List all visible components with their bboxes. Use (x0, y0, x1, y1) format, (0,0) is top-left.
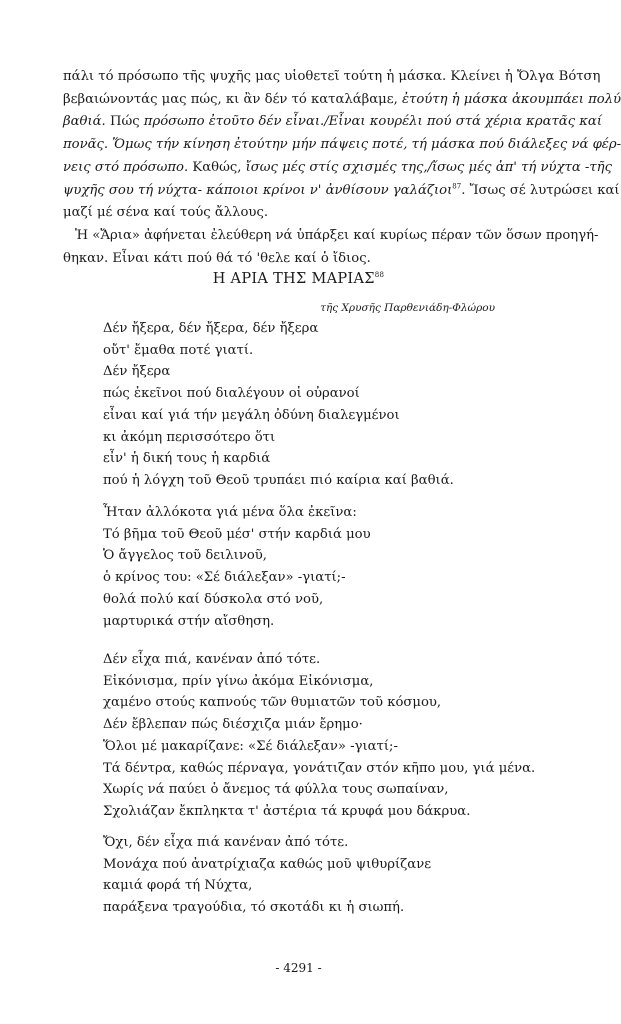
intro-text-run: ψυχῆς σου τή νύχτα- κάποιοι κρίνοι ν' ἀνθίσουν γαλάζιοι (63, 182, 453, 198)
poem-author: τῆς Χρυσῆς Παρθενιάδη-Φλώρου (320, 302, 495, 314)
poem-line: Χωρίς νά παύει ὁ ἄνεμος τά φύλλα τους σωπαίναν, (103, 782, 449, 798)
poem-line: Τά δέντρα, καθώς πέρναγα, γονάτιζαν στόν κῆπο μου, γιά μένα. (103, 760, 536, 776)
poem-line: πώς ἐκεῖνοι πού διαλέγουν οἱ οὐρανοί (103, 386, 360, 402)
page-number: - 4291 - (275, 961, 322, 975)
footnote-marker: 88 (374, 271, 385, 280)
intro-text-run: Καθώς, (192, 159, 246, 175)
intro-line (63, 202, 541, 225)
poem-line: εἶναι καί γιά τήν μεγάλη ὀδύνη διαλεγμένοι (103, 407, 400, 423)
poem-title (0, 271, 597, 287)
poem-line: οὔτ' ἔμαθα ποτέ γιατί. (103, 342, 254, 358)
poem-line: θολά πολύ καί δύσκολα στό νοῦ, (103, 591, 324, 607)
intro-line (63, 180, 620, 203)
poem-line: Δέν ἔβλεπαν πώς διέσχιζα μιάν ἔρημο· (103, 717, 363, 733)
intro-line (63, 248, 541, 271)
intro-line (63, 111, 602, 134)
poem-line: κι ἀκόμη περισσότερο ὅτι (103, 429, 276, 445)
poem-line: καμιά φορά τή Νύχτα, (103, 878, 253, 894)
intro-line (63, 134, 621, 157)
poem-line: Ἦταν ἀλλόκοτα γιά μένα ὅλα ἐκεῖνα: (103, 505, 357, 520)
intro-text-run: μαζί μέ σένα καί τούς ἄλλους. (63, 205, 269, 221)
intro-text-run: πονᾶς. Ὅμως τήν κίνηση ἐτούτην μήν πάψεις ποτέ, τή μάσκα πού διάλεξες νά φέρ- (63, 137, 621, 153)
poem-title-text: Η ΑΡΙΑ ΤΗΣ ΜΑΡΙΑΣ (212, 271, 375, 287)
stanza-1 (103, 318, 454, 492)
intro-text-run: . Ἴσως σέ λυτρώσει καί (461, 182, 620, 198)
footnote-marker: 87 (452, 182, 462, 191)
intro-text-run: θηκαν. Εἶναι κάτι πού θά τό 'θελε καί ὁ ἴδιος. (63, 250, 371, 266)
poem-line: μαρτυρικά στήν αἴσθηση. (103, 613, 275, 629)
poem-line: Δέν ἤξερα (103, 364, 171, 380)
intro-line (63, 89, 621, 112)
poem-line: ὁ κρίνος του: «Σέ διάλεξαν» -γιατί;- (103, 570, 346, 586)
poem-line: εἶν' ἡ δική τους ἡ καρδιά (103, 451, 271, 467)
intro-text-run: πρόσωπο ἐτοῦτο δέν εἶναι./Εἶναι κουρέλι πού στά χέρια κρατᾶς καί (143, 114, 602, 130)
poem-line: Ὁ ἄγγελος τοῦ δειλινοῦ, (103, 548, 267, 564)
intro-text-run: πάλι τό πρόσωπο τῆς ψυχῆς μας υἱοθετεῖ τούτη ἡ μάσκα. Κλείνει ἡ Ὄλγα Βότση (63, 69, 601, 84)
poem-line: παράξενα τραγούδια, τό σκοτάδι κι ἡ σιωπή. (103, 900, 405, 916)
stanza-4 (103, 832, 431, 919)
poem-line: Σχολιάζαν ἔκπληκτα τ' ἀστέρια τά κρυφά μου δάκρυα. (103, 803, 471, 819)
intro-text-run: νεις στό πρόσωπο. (63, 159, 193, 175)
intro-text-run: ἐτούτη ἡ μάσκα ἀκουμπάει πολύ (401, 91, 621, 107)
intro-text-run: Πώς (109, 114, 144, 130)
intro-text-run: ἴσως μές στίς σχισμές της,/ἴσως μές ἀπ' τή νύχτα -τῆς (245, 159, 612, 175)
poem-line: Ὄχι, δέν εἶχα πιά κανέναν ἀπό τότε. (103, 835, 349, 850)
intro-line (63, 66, 601, 89)
intro-paragraphs (63, 66, 621, 270)
poem-line: χαμένο στούς καπνούς τῶν θυμιατῶν τοῦ κόσμου, (103, 695, 442, 711)
poem-line: Ὅλοι μέ μακαρίζανε: «Σέ διάλεξαν» -γιατί;- (103, 738, 398, 754)
poem-line: Εἰκόνισμα, πρίν γίνω ἀκόμα Εἰκόνισμα, (103, 673, 374, 689)
stanza-3 (103, 649, 535, 823)
poem-line: Μονάχα πού ἀνατρίχιαζα καθώς μοῦ ψιθυρίζανε (103, 856, 432, 872)
intro-line (63, 225, 599, 248)
poem-line: Δέν εἶχα πιά, κανέναν ἀπό τότε. (103, 652, 321, 667)
poem-line: Δέν ἤξερα, δέν ἤξερα, δέν ἤξερα (103, 321, 319, 336)
intro-text-run: βεβαιώνοντάς μας πώς, κι ἂν δέν τό καταλάβαμε, (63, 91, 402, 107)
intro-text-run: Ἡ «Ἄρια» ἀφήνεται ἐλεύθερη νά ὑπάρξει καί κυρίως πέραν τῶν ὅσων προηγή- (75, 227, 599, 243)
poem-line: πού ἡ λόγχη τοῦ Θεοῦ τρυπάει πιό καίρια καί βαθιά. (103, 472, 454, 488)
stanza-2 (103, 502, 371, 632)
intro-line (63, 157, 612, 180)
poem-line: Τό βῆμα τοῦ Θεοῦ μέσ' στήν καρδιά μου (103, 526, 371, 542)
intro-text-run: βαθιά. (63, 114, 110, 130)
